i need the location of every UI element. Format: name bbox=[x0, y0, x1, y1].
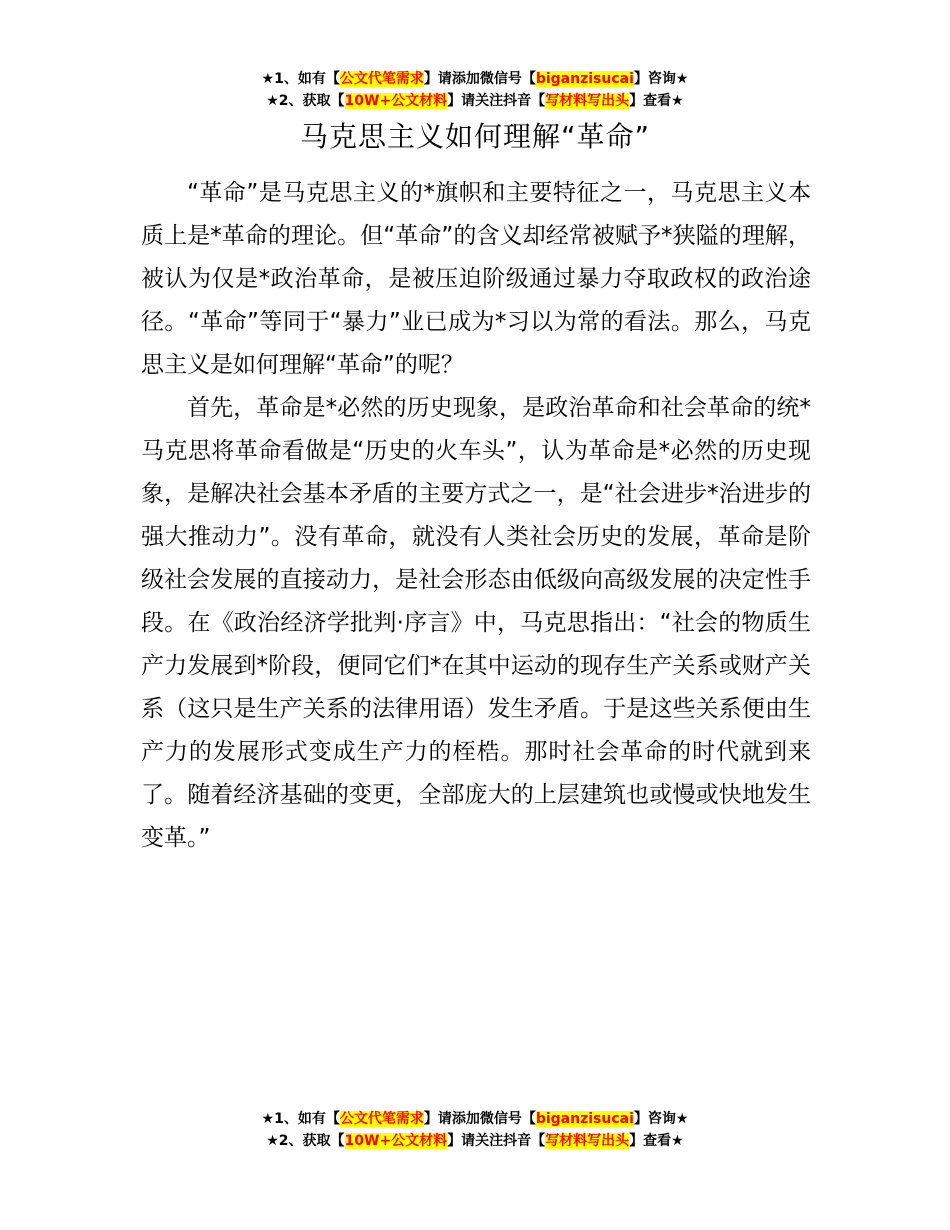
promo-douyin-name: 写材料写出头 bbox=[545, 1133, 630, 1149]
footer-promo-line-1 bbox=[0, 1108, 950, 1130]
paragraph-2: 首先，革命是*必然的历史现象，是政治革命和社会革命的统*马克思将革命看做是“历史的火车头”，认为革命是*必然的历史现象，是解决社会基本矛盾的主要方式之一，是“社会进步*治进步的强大推动力”。没有革命，就没有人类社会历史的发展，革命是阶级社会发展的直接动力，是社会形态由低级向高级发展的决定性手段。在《政治经济学批判·序言》中，马克思指出：“社会的物质生产力发展到*阶段，便同它们*在其中运动的现存生产关系或财产关系（这只是生产关系的法律用语）发生矛盾。于是这些关系便由生产力的发展形式变成生产力的桎梏。那时社会革命的时代就到来了。随着经济基础的变更，全部庞大的上层建筑也或慢或快地发生变革。” bbox=[141, 395, 811, 851]
header-promo-line-2 bbox=[0, 90, 950, 112]
promo-highlight: 10W+公文材料 bbox=[344, 93, 448, 109]
promo-mid: 】请添加微信号【 bbox=[423, 1111, 536, 1127]
promo-mid: 】请添加微信号【 bbox=[423, 71, 536, 87]
promo-prefix: ★2、获取【 bbox=[266, 1133, 345, 1149]
promo-wechat-id: biganzisucai bbox=[535, 71, 634, 87]
promo-suffix: 】咨询★ bbox=[633, 1111, 689, 1127]
paragraph-1: “革命”是马克思主义的*旗帜和主要特征之一，马克思主义本质上是*革命的理论。但“革命”的含义却经常被赋予*狭隘的理解，被认为仅是*政治革命，是被压迫阶级通过暴力夺取政权的政治途径。“革命”等同于“暴力”业已成为*习以为常的看法。那么，马克思主义是如何理解“革命”的呢？ bbox=[141, 180, 811, 378]
promo-mid: 】请关注抖音【 bbox=[447, 1133, 546, 1149]
promo-suffix: 】查看★ bbox=[629, 93, 684, 109]
promo-highlight: 10W+公文材料 bbox=[344, 1133, 448, 1149]
promo-suffix: 】咨询★ bbox=[633, 71, 689, 87]
promo-mid: 】请关注抖音【 bbox=[447, 93, 546, 109]
promo-prefix: ★1、如有【 bbox=[261, 1111, 340, 1127]
document-body bbox=[141, 172, 811, 860]
promo-prefix: ★2、获取【 bbox=[266, 93, 345, 109]
promo-prefix: ★1、如有【 bbox=[261, 71, 340, 87]
footer-promo-line-2 bbox=[0, 1130, 950, 1152]
header-promo bbox=[0, 68, 950, 112]
footer-promo bbox=[0, 1108, 950, 1152]
document-title: 马克思主义如何理解“革命” bbox=[299, 120, 650, 153]
promo-highlight: 公文代笔需求 bbox=[339, 71, 424, 87]
promo-douyin-name: 写材料写出头 bbox=[545, 93, 630, 109]
promo-highlight: 公文代笔需求 bbox=[339, 1111, 424, 1127]
header-promo-line-1 bbox=[0, 68, 950, 90]
promo-wechat-id: biganzisucai bbox=[535, 1111, 634, 1127]
promo-suffix: 】查看★ bbox=[629, 1133, 684, 1149]
